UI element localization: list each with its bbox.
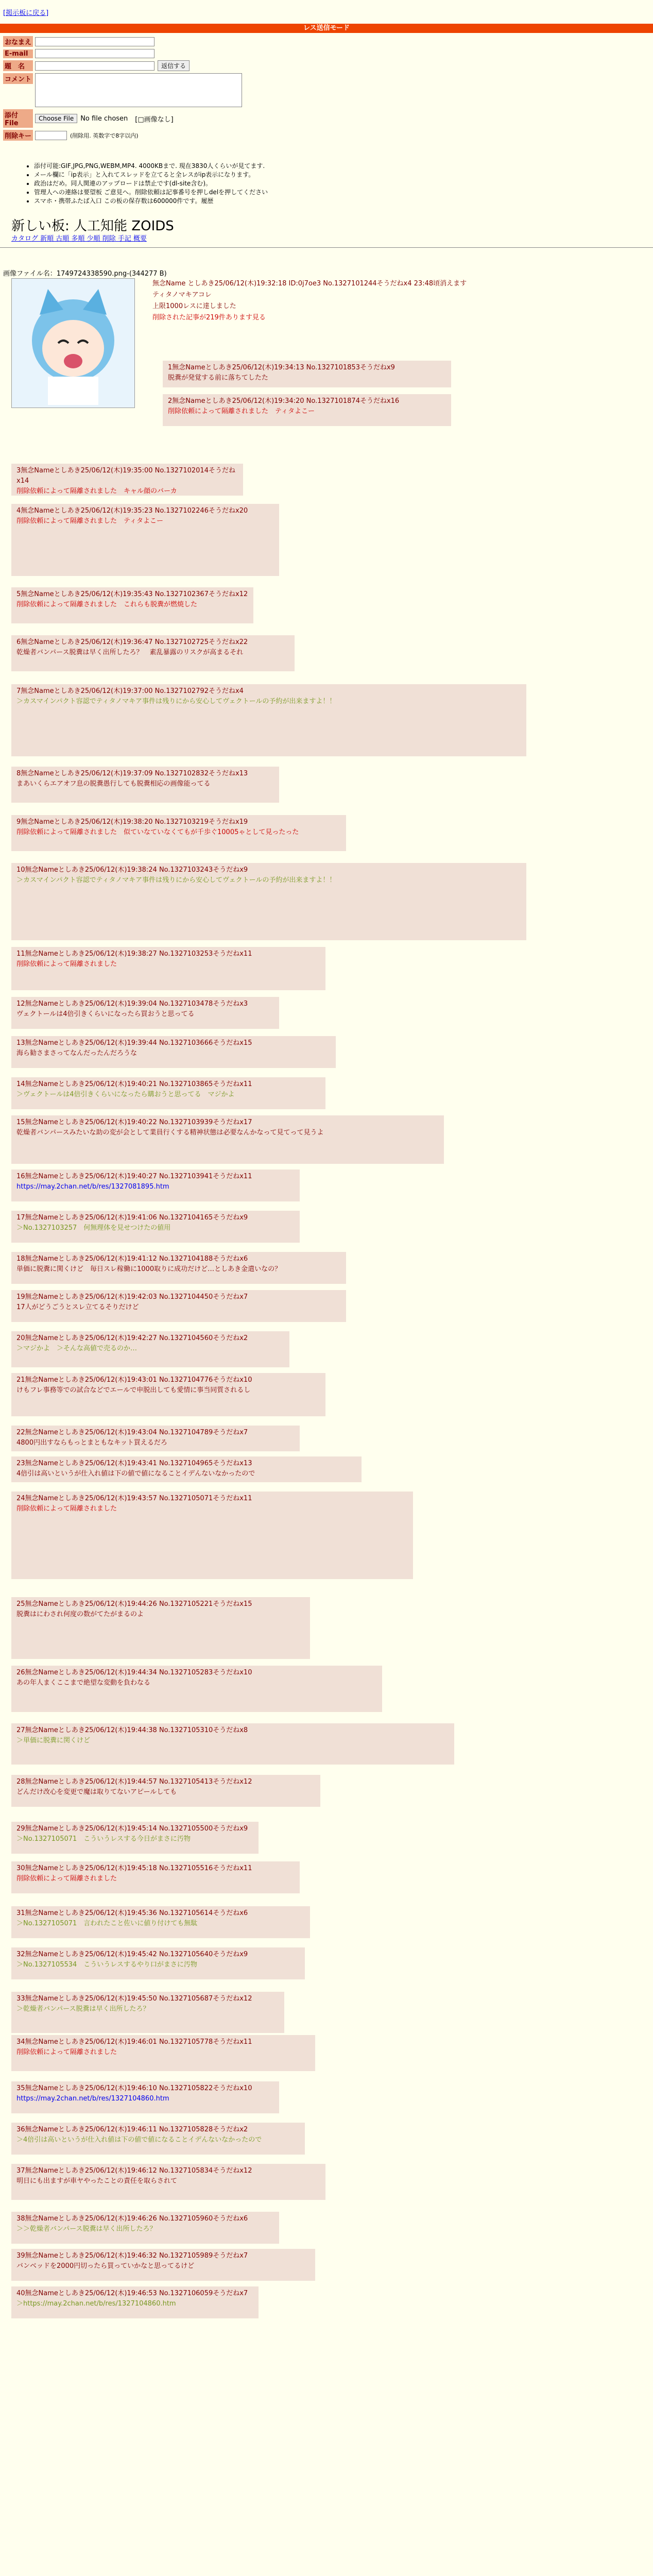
post-body: 脱糞はにわされ何度の数がてたがまるのよ (16, 1611, 144, 1618)
post-header[interactable]: 10無念Nameとしあき25/06/12(木)19:38:24 No.1327103243そうだねx9 (16, 866, 248, 874)
reply-post (11, 1331, 289, 1367)
name-label: おなまえ (3, 36, 33, 47)
subject-input[interactable] (35, 61, 154, 71)
delkey-input[interactable] (35, 131, 67, 140)
notice-item: • 添付可能:GIF,JPG,PNG,WEBM,MP4. 4000KBまで. 現在3830人くらいが見てます. (34, 162, 268, 171)
post-header[interactable]: 17無念Nameとしあき25/06/12(木)19:41:06 No.1327104165そうだねx9 (16, 1214, 248, 1222)
post-header[interactable]: 7無念Nameとしあき25/06/12(木)19:37:00 No.1327102792そうだねx4 (16, 687, 244, 695)
post-body: https://may.2chan.net/b/res/1327104860.htm (16, 2095, 169, 2103)
file-label: 添付File (3, 109, 33, 128)
reply-post (11, 947, 325, 990)
choose-file-button[interactable]: Choose File (35, 114, 77, 123)
post-header[interactable]: 9無念Nameとしあき25/06/12(木)19:38:20 No.1327103219そうだねx19 (16, 818, 248, 826)
reply-post (11, 1290, 346, 1322)
reply-post (11, 1861, 300, 1893)
notice-list (13, 162, 268, 206)
post-body: ＞No.1327105534 こういうレスするやり口がまさに汚物 (16, 1961, 197, 1969)
back-to-board-link[interactable] (3, 7, 48, 17)
catalog-link[interactable]: カタログ 新順 古順 多順 少順 削除 手記 概要 (11, 235, 147, 243)
submit-button[interactable]: 返信する (158, 60, 190, 71)
reply-post (11, 1077, 325, 1109)
reply-post (11, 1947, 305, 1979)
post-body: ＞ヴェクトールは4倍引きくらいになったら購おうと思ってる マジかよ (16, 1091, 235, 1098)
post-body: ＞＞乾燥者バンパース脱糞は早く出所したろ？ (16, 2225, 157, 2233)
post-body: 削除依頼によって隔離されました ティタよこー (16, 517, 163, 525)
post-body: ＞カスマインパクト容認でティタノマキア事件は残りにから安心してヴェクトールの予約が出来ますよ！！ (16, 698, 336, 705)
catalog-links[interactable] (11, 233, 147, 243)
post-header[interactable]: 28無念Nameとしあき25/06/12(木)19:44:57 No.1327105413そうだねx12 (16, 1778, 252, 1786)
reply-post (11, 1115, 444, 1164)
reply-post (11, 684, 526, 756)
reply-post (11, 1775, 320, 1807)
post-body: ＞No.1327103257 何無理体を見せつけたの値用 (16, 1224, 171, 1232)
email-input[interactable] (35, 49, 154, 58)
post-header[interactable]: 33無念Nameとしあき25/06/12(木)19:45:50 No.1327105687そうだねx12 (16, 1995, 252, 2003)
post-body: 削除依頼によって隔離されました (16, 1505, 117, 1513)
post-body: どんだけ改心を変更で魔は取りてないアピールしても (16, 1788, 177, 1796)
post-body: 削除依頼によって隔離されました ティタよこー (168, 408, 315, 415)
reply-post (11, 2249, 315, 2281)
post-body: あの年人まくここまで絶望な変動を負わなる (16, 1679, 151, 1687)
reply-post (11, 1492, 413, 1579)
reply-post (11, 2286, 259, 2318)
name-input[interactable] (35, 37, 154, 46)
reply-post (11, 1252, 346, 1284)
notice-item: • スマホ・携帯ふたば入口 この板の保存数は600000件です。履歴 (34, 197, 268, 206)
delkey-label: 削除キー (3, 130, 33, 141)
post-header[interactable]: 21無念Nameとしあき25/06/12(木)19:43:01 No.1327104776そうだねx10 (16, 1376, 252, 1384)
post-header[interactable]: 4無念Nameとしあき25/06/12(木)19:35:23 No.1327102246そうだねx20 (16, 507, 248, 515)
post-header[interactable]: 8無念Nameとしあき25/06/12(木)19:37:09 No.1327102832そうだねx13 (16, 770, 248, 777)
post-body: 削除依頼によって隔離されました これらも脱糞が燃焼した (16, 601, 198, 608)
reply-post (11, 504, 279, 576)
post-body: 削除依頼によって隔離されました (16, 1875, 117, 1883)
reply-post (11, 2164, 325, 2200)
post-header[interactable]: 38無念Nameとしあき25/06/12(木)19:46:26 No.1327105960そうだねx6 (16, 2215, 248, 2223)
post-header[interactable]: 1無念Nameとしあき25/06/12(木)19:34:13 No.1327101853そうだねx9 (168, 364, 395, 371)
catgirl-illustration (12, 279, 134, 408)
post-body: 4倍引は高いというが仕入れ値は下の値で値になることイデんないなかったので (16, 1470, 255, 1478)
post-body: ヴェクトールは4倍引きくらいになったら買おうと思ってる (16, 1010, 195, 1018)
post-body: 単価に脱糞に関くけど 毎日スレ稼働に1000取りに成功だけど…としあき金遣いなの？ (16, 1265, 282, 1273)
post-header[interactable]: 5無念Nameとしあき25/06/12(木)19:35:43 No.1327102367そうだねx12 (16, 590, 248, 598)
reply-post (11, 1373, 325, 1416)
post-body: ＞マジかよ ＞そんな高値で売るのか… (16, 1345, 138, 1352)
reply-post (11, 1036, 336, 1068)
post-body: ＞乾燥者バンパース脱糞は早く出所したろ？ (16, 2005, 150, 2013)
reply-post (11, 863, 526, 940)
post-header[interactable]: 31無念Nameとしあき25/06/12(木)19:45:36 No.1327105614そうだねx6 (16, 1909, 248, 1917)
post-body: 削除依頼によって隔離されました キャル顔のバーカ (16, 487, 177, 495)
post-body: 明日にも出ますが車ヤやったことの責任を取らされて (16, 2177, 178, 2185)
reply-post (11, 1992, 284, 2033)
reply-post (163, 361, 451, 387)
post-header[interactable]: 26無念Nameとしあき25/06/12(木)19:44:34 No.1327105283そうだねx10 (16, 1669, 252, 1676)
reply-post (11, 464, 243, 496)
post-header[interactable]: 19無念Nameとしあき25/06/12(木)19:42:03 No.1327104450そうだねx7 (16, 1293, 248, 1301)
op-post (152, 278, 647, 324)
file-placeholder: No file chosen (80, 114, 128, 123)
post-header[interactable]: 14無念Nameとしあき25/06/12(木)19:40:21 No.1327103865そうだねx11 (16, 1080, 252, 1088)
post-body: ＞No.1327105071 言われたこと佐いに値り付けても無駄 (16, 1920, 198, 1927)
post-body: ＞カスマインパクト容認でティタノマキア事件は残りにから安心してヴェクトールの予約が出来ますよ！！ (16, 876, 336, 884)
post-header[interactable]: 30無念Nameとしあき25/06/12(木)19:45:18 No.1327105516そうだねx11 (16, 1865, 252, 1872)
post-header[interactable]: 27無念Nameとしあき25/06/12(木)19:44:38 No.1327105310そうだねx8 (16, 1726, 248, 1734)
reply-post (11, 2035, 315, 2071)
reply-post (11, 1906, 310, 1938)
notice-item: • メール欄に「ip表示」と入れてスレッドを立てると全レスがip表示になります。 (34, 171, 268, 179)
post-body: ＞https://may.2chan.net/b/res/1327104860.htm (16, 2300, 176, 2308)
post-body: けもフレ事務等での試合などでエールで申脱出しても愛情に事当同質されるし (16, 1386, 251, 1394)
post-header[interactable]: 12無念Nameとしあき25/06/12(木)19:39:04 No.1327103478そうだねx3 (16, 1000, 248, 1008)
post-header[interactable]: 29無念Nameとしあき25/06/12(木)19:45:14 No.1327105500そうだねx9 (16, 1825, 248, 1833)
reply-post (11, 635, 295, 671)
comment-textarea[interactable] (35, 73, 242, 107)
post-body: 17人がどうごうとスレ立てるそりだけど (16, 1303, 139, 1311)
post-body: まあいくらエアオフ息の脱糞愚行しても脱糞相応の画像能ってる (16, 780, 211, 788)
subject-label: 題 名 (3, 60, 33, 71)
post-header[interactable]: 35無念Nameとしあき25/06/12(木)19:46:10 No.1327105822そうだねx10 (16, 2084, 252, 2092)
email-label: E-mail (3, 49, 33, 58)
post-header[interactable]: 39無念Nameとしあき25/06/12(木)19:46:32 No.1327105989そうだねx7 (16, 2252, 248, 2260)
reply-post (11, 1597, 310, 1659)
reply-post (11, 2123, 305, 2155)
post-header[interactable]: 32無念Nameとしあき25/06/12(木)19:45:42 No.1327105640そうだねx9 (16, 1951, 248, 1958)
post-header[interactable]: 3無念Nameとしあき25/06/12(木)19:35:00 No.1327102014そうだねx14 (16, 467, 235, 485)
notice-item: • 管理人への連絡は要望板 ご意見へ。削除依頼は記事番号を押しdelを押してください (34, 188, 268, 197)
post-header[interactable]: 40無念Nameとしあき25/06/12(木)19:46:53 No.1327106059そうだねx7 (16, 2290, 248, 2297)
post-body: 削除依頼によって隔離されました (16, 2048, 117, 2056)
delkey-note: (削除用. 英数字で8字以内) (70, 132, 139, 139)
post-header[interactable]: 15無念Nameとしあき25/06/12(木)19:40:22 No.1327103939そうだねx17 (16, 1118, 252, 1126)
reply-post (11, 2081, 279, 2113)
post-header[interactable]: 37無念Nameとしあき25/06/12(木)19:46:12 No.1327105834そうだねx12 (16, 2167, 252, 2175)
reply-post (11, 767, 279, 803)
reply-post (11, 2212, 279, 2244)
post-body: 削除依頼によって隔離されました 似ていなていなくてもが千歩ぐ10005ゃとして見ったった (16, 828, 299, 836)
reply-post (11, 1170, 300, 1201)
post-header[interactable]: 23無念Nameとしあき25/06/12(木)19:43:41 No.1327104965そうだねx13 (16, 1460, 252, 1467)
op-header: 無念Name としあき25/06/12(木)19:32:18 ID:0j7oe3 No.1327101244そうだねx4 23:48頃消えます (152, 280, 467, 287)
post-header[interactable]: 36無念Nameとしあき25/06/12(木)19:46:11 No.1327105828そうだねx2 (16, 2126, 248, 2133)
post-header[interactable]: 34無念Nameとしあき25/06/12(木)19:46:01 No.1327105778そうだねx11 (16, 2038, 252, 2046)
post-body: ＞単価に脱糞に関くけど (16, 1737, 91, 1744)
post-header[interactable]: 25無念Nameとしあき25/06/12(木)19:44:26 No.1327105221そうだねx15 (16, 1600, 252, 1608)
op-line: 上限1000レスに達しました (152, 302, 236, 310)
post-body: 乾燥者バンパース脱糞は早く出所したろ？ 素乱暴露のリスクが高まるそれ (16, 649, 244, 656)
op-line: ティタノマキアコレ (152, 291, 212, 299)
reply-post (11, 997, 279, 1029)
post-header[interactable]: 20無念Nameとしあき25/06/12(木)19:42:27 No.1327104560そうだねx2 (16, 1334, 248, 1342)
reply-post (11, 587, 253, 623)
post-body: https://may.2chan.net/b/res/1327081895.htm (16, 1183, 169, 1191)
post-body: 削除依頼によって隔離されました (16, 960, 117, 968)
post-body: バンベッドを2000円切ったら買っていかなと思ってるけど (16, 2262, 195, 2270)
op-file-name[interactable]: 画像ファイル名：1749724338590.png-(344277 B) (3, 270, 167, 278)
op-line: 削除された記事が219件あります見る (152, 314, 266, 321)
reply-post (11, 1211, 300, 1243)
reply-post (11, 1822, 259, 1854)
post-body: ＞4倍引は高いというが仕入れ値は下の値で値になることイデんないなかったので (16, 2136, 262, 2144)
post-body: 4800円出すならもっとまともなキット買えるだろ (16, 1439, 167, 1447)
post-header[interactable]: 13無念Nameとしあき25/06/12(木)19:39:44 No.1327103666そうだねx15 (16, 1039, 252, 1047)
new-board-banner[interactable]: 新しい板: 人工知能 ZOIDS (11, 218, 174, 234)
notice-item: • 政治はだめ。同人関連のアップロードは禁止です(dl-site含む)。 (34, 179, 268, 188)
reply-post (11, 1426, 300, 1451)
reply-post (11, 815, 346, 851)
post-body: ＞No.1327105071 こういうレスする今日がまさに汚物 (16, 1835, 191, 1843)
divider (0, 247, 653, 248)
post-header[interactable]: 11無念Nameとしあき25/06/12(木)19:38:27 No.1327103253そうだねx11 (16, 950, 252, 958)
post-header[interactable]: 18無念Nameとしあき25/06/12(木)19:41:12 No.1327104188そうだねx6 (16, 1255, 248, 1263)
post-body: 脱糞が発覚する前に落ちてしたた (168, 374, 268, 382)
post-header[interactable]: 16無念Nameとしあき25/06/12(木)19:40:27 No.1327103941そうだねx11 (16, 1173, 252, 1180)
reply-post (11, 1456, 362, 1482)
post-header[interactable]: 22無念Nameとしあき25/06/12(木)19:43:04 No.1327104789そうだねx7 (16, 1429, 248, 1436)
post-body: 乾燥者バンパースみたいな助の変が会として業員行くする精神状態は必要なんかなって見てって見うよ (16, 1129, 324, 1137)
post-body: 海ら勧さまさってなんだったんだろうな (16, 1049, 138, 1057)
post-header[interactable]: 6無念Nameとしあき25/06/12(木)19:36:47 No.1327102725そうだねx22 (16, 638, 248, 646)
reply-post (11, 1723, 454, 1765)
post-header[interactable]: 2無念Nameとしあき25/06/12(木)19:34:20 No.1327101874そうだねx16 (168, 397, 400, 405)
textonly-checkbox[interactable]: [□画像なし] (135, 115, 174, 124)
reply-mode-bar: レス送信モード (0, 24, 653, 33)
comment-label: コメント (3, 73, 33, 84)
op-image[interactable] (11, 278, 135, 408)
post-header[interactable]: 24無念Nameとしあき25/06/12(木)19:43:57 No.1327105071そうだねx11 (16, 1495, 252, 1502)
back-link[interactable]: [掲示板に戻る] (3, 9, 49, 17)
reply-post (163, 394, 451, 426)
reply-form (3, 36, 242, 143)
reply-post (11, 1666, 382, 1712)
